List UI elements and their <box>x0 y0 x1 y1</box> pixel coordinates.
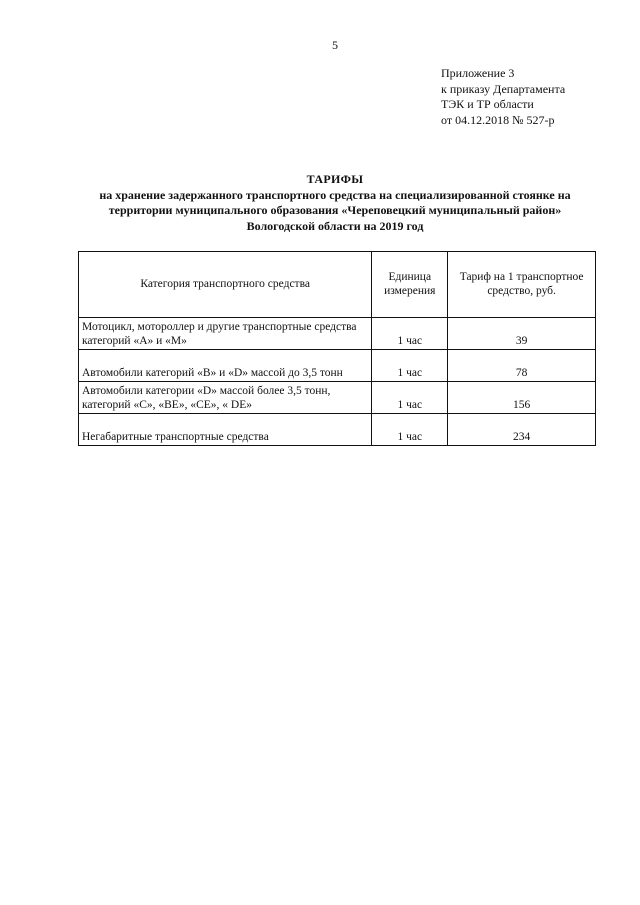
appendix-line-4: от 04.12.2018 № 527-р <box>441 112 555 127</box>
header-rate: Тариф на 1 транспортное средство, руб. <box>448 252 596 318</box>
row-category: Автомобили категорий «В» и «D» массой до 3,5 тонн <box>79 350 372 382</box>
table-row <box>79 350 596 382</box>
table-header-row <box>79 252 596 318</box>
row-unit: 1 час <box>372 318 448 350</box>
header-category: Категория транспортного средства <box>79 252 372 318</box>
table-row <box>79 382 596 414</box>
row-unit: 1 час <box>372 382 448 414</box>
appendix-line-1: Приложение 3 <box>441 66 515 80</box>
appendix-block <box>441 66 565 128</box>
row-rate: 234 <box>448 414 596 446</box>
header-unit: Единица измерения <box>372 252 448 318</box>
row-rate: 78 <box>448 350 596 382</box>
title-subtitle: на хранение задержанного транспортного средства на специализированной стоянке на территории муниципального образования «Череповецкий муниципальный район» Вологодской области на 2019 год <box>99 187 571 233</box>
row-unit: 1 час <box>372 350 448 382</box>
row-category: Негабаритные транспортные средства <box>79 414 372 446</box>
document-title <box>75 172 595 234</box>
row-unit: 1 час <box>372 414 448 446</box>
row-rate: 156 <box>448 382 596 414</box>
row-rate: 39 <box>448 318 596 350</box>
row-category: Автомобили категории «D» массой более 3,5 тонн, категорий «С», «ВЕ», «СЕ», « DE» <box>79 382 372 414</box>
appendix-line-3: ТЭК и ТР области <box>441 97 534 111</box>
table-row <box>79 414 596 446</box>
page-number: 5 <box>332 38 338 52</box>
title-heading: ТАРИФЫ <box>306 172 364 186</box>
table-row <box>79 318 596 350</box>
row-category: Мотоцикл, мотороллер и другие транспортные средства категорий «А» и «М» <box>79 318 372 350</box>
tariff-table <box>78 251 596 446</box>
appendix-line-2: к приказу Департамента <box>441 81 566 96</box>
